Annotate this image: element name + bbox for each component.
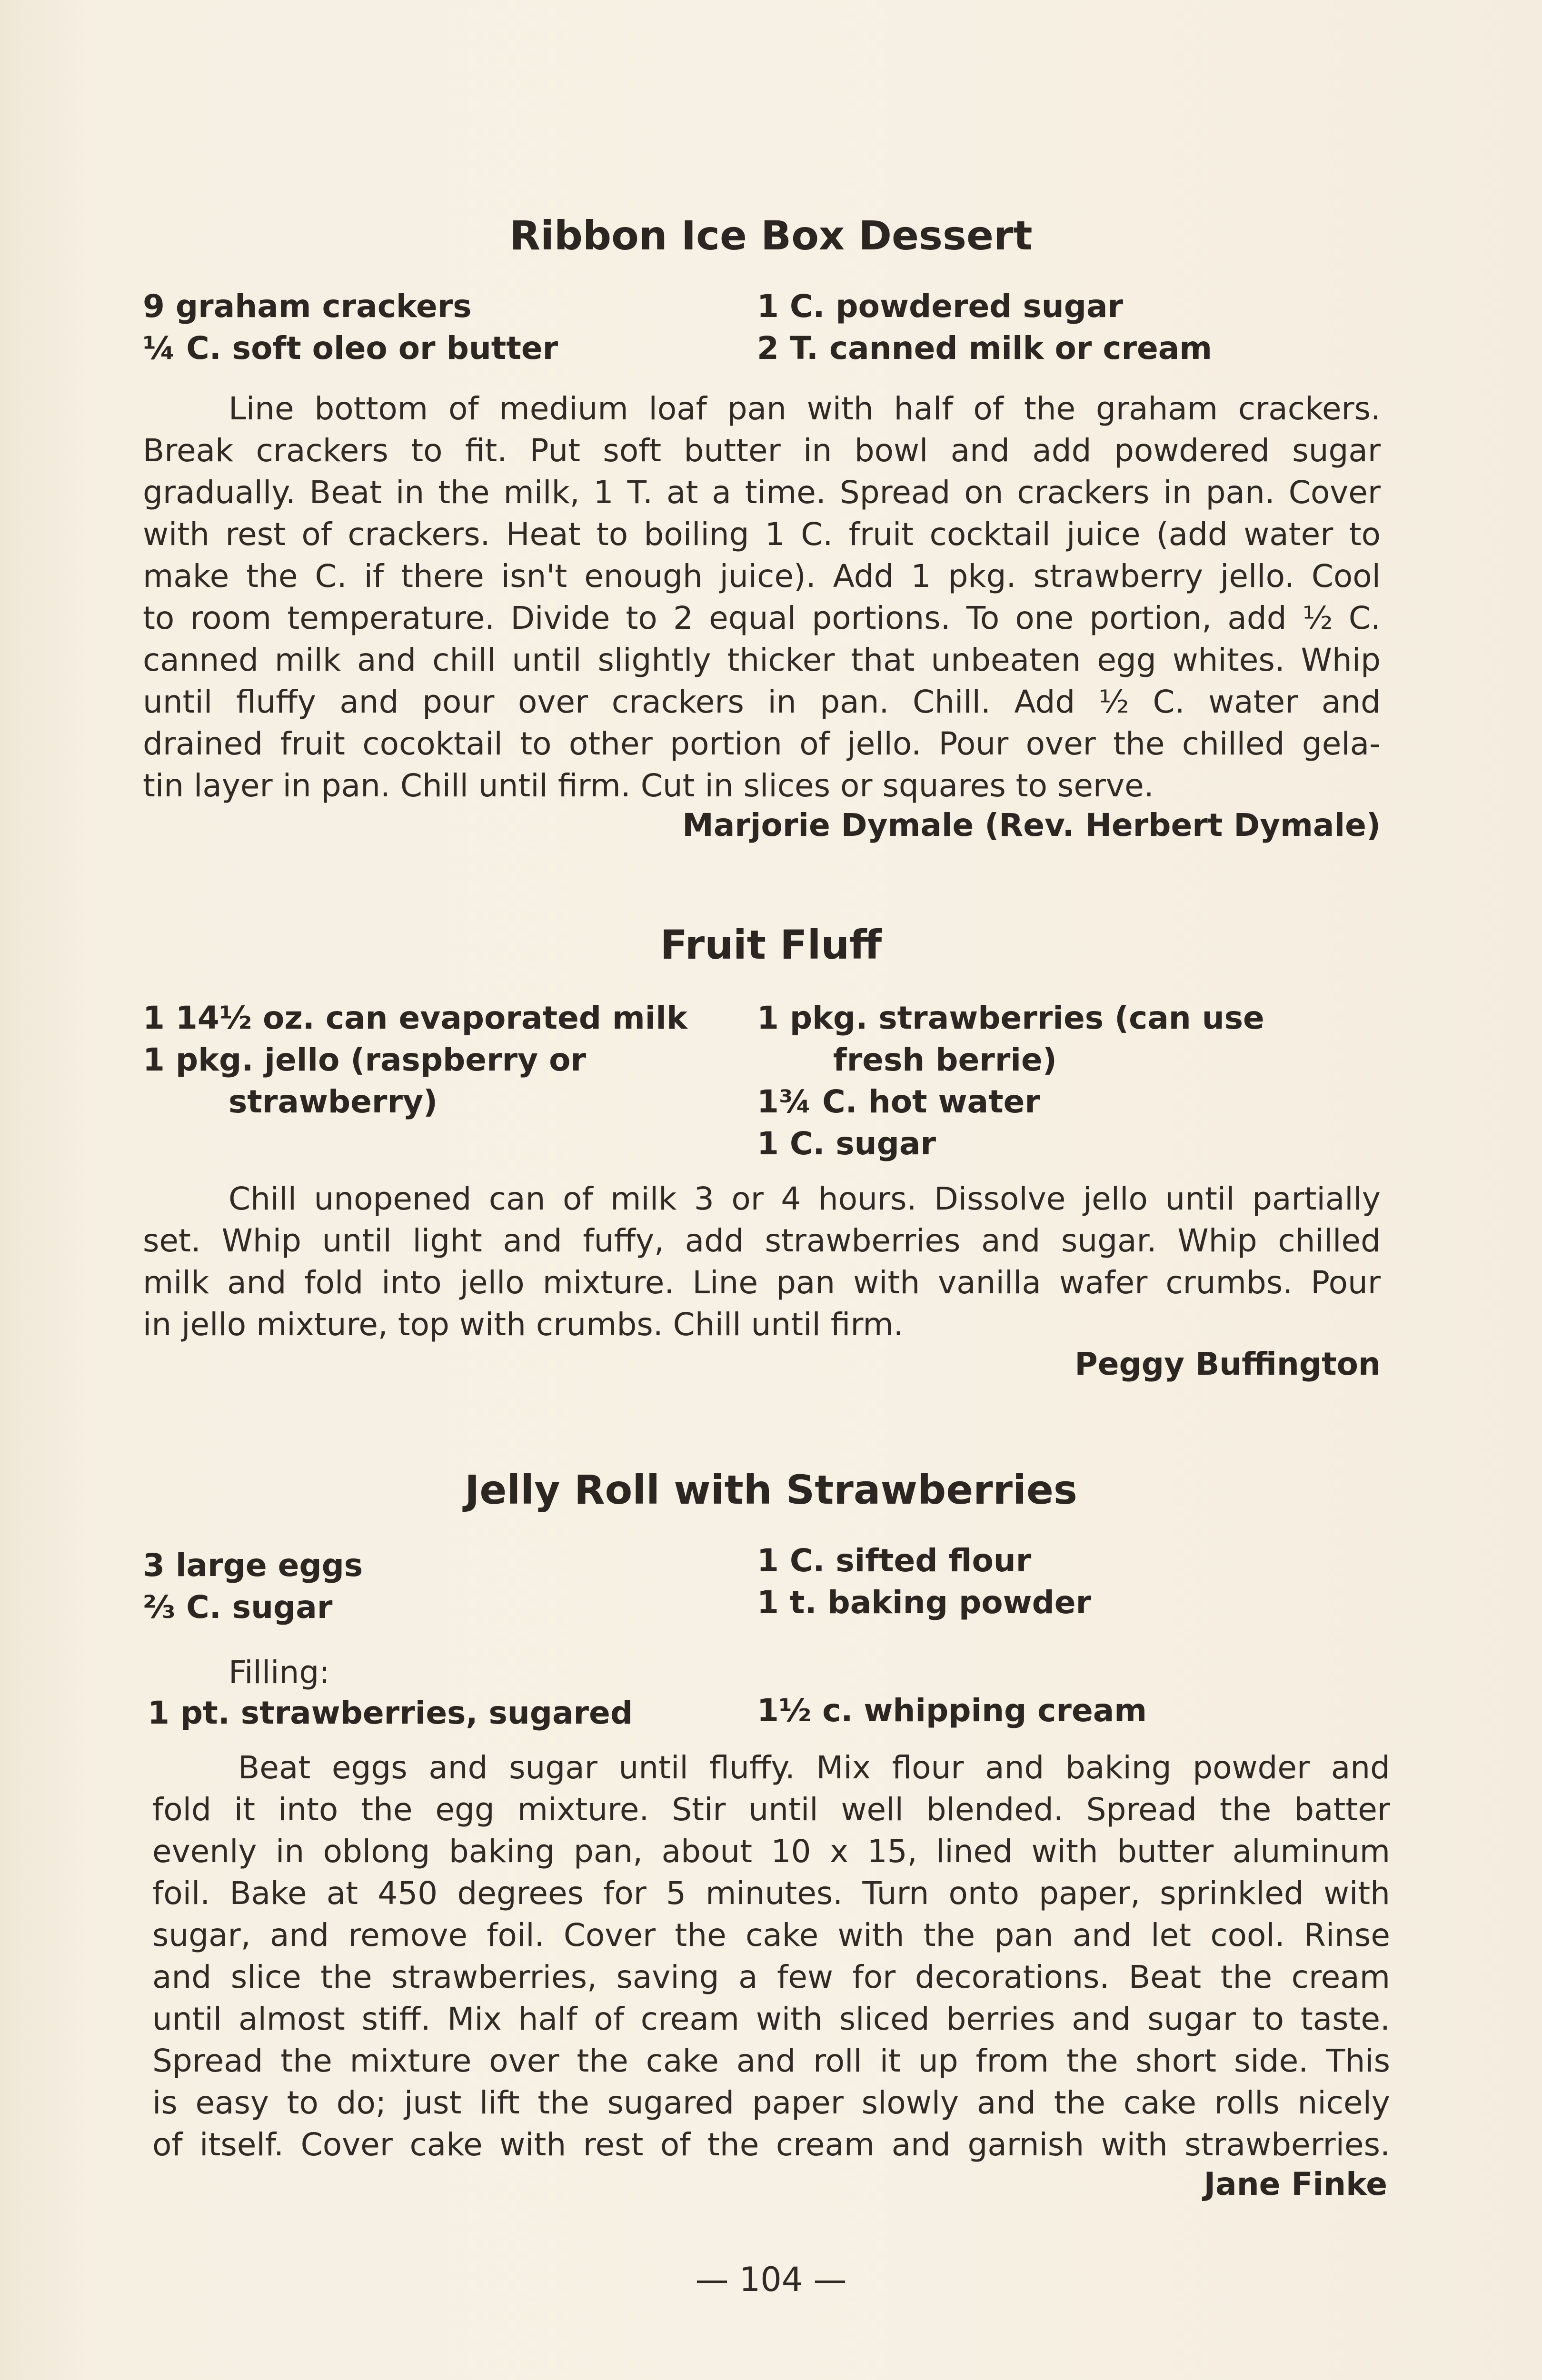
instruction-line: sugar, and remove foil. Cover the cake with the pan and let cool. Rinse bbox=[152, 1917, 1390, 1954]
ingredient: 1 t. baking powder bbox=[757, 1584, 1092, 1621]
instruction-line: in jello mixture, top with crumbs. Chill until firm. bbox=[143, 1306, 904, 1343]
ingredient: 2 T. canned milk or cream bbox=[757, 330, 1213, 367]
instruction-line: gradually. Beat in the milk, 1 T. at a time. Spread on crackers in pan. Cover bbox=[143, 474, 1381, 511]
instruction-line: of itself. Cover cake with rest of the cream and garnish with strawberries. bbox=[152, 2126, 1390, 2163]
filling-label: Filling: bbox=[229, 1654, 330, 1691]
ingredient: 1 pkg. strawberries (can use bbox=[757, 1000, 1264, 1036]
ingredient: 3 large eggs bbox=[143, 1547, 363, 1584]
instruction-line: until fluffy and pour over crackers in pan. Chill. Add ½ C. water and bbox=[143, 684, 1381, 720]
ingredient: ¼ C. soft oleo or butter bbox=[143, 330, 558, 367]
ingredient: 9 graham crackers bbox=[143, 288, 472, 325]
instruction-line: to room temperature. Divide to 2 equal portions. To one portion, add ½ C. bbox=[143, 600, 1381, 636]
instruction-line: with rest of crackers. Heat to boiling 1 C. fruit cocktail juice (add water to bbox=[143, 516, 1381, 553]
page-number: — 104 — bbox=[695, 2260, 847, 2299]
instruction-line: tin layer in pan. Chill until firm. Cut in slices or squares to serve. bbox=[143, 767, 1154, 804]
instruction-line: Beat eggs and sugar until fluffy. Mix flour and baking powder and bbox=[238, 1749, 1390, 1786]
ingredient: 1 14½ oz. can evaporated milk bbox=[143, 1000, 687, 1036]
ingredient: 1 pt. strawberries, sugared bbox=[148, 1695, 633, 1731]
recipe-title-jelly-roll: Jelly Roll with Strawberries bbox=[465, 1467, 1077, 1513]
ingredient: fresh berrie) bbox=[833, 1041, 1057, 1078]
recipe-author: Marjorie Dymale (Rev. Herbert Dymale) bbox=[682, 807, 1381, 843]
ingredient: 1 C. powdered sugar bbox=[757, 288, 1124, 325]
instruction-line: canned milk and chill until slightly thicker that unbeaten egg whites. Whip bbox=[143, 642, 1381, 678]
instruction-line: foil. Bake at 450 degrees for 5 minutes. Turn onto paper, sprinkled with bbox=[152, 1875, 1390, 1912]
ingredient: ⅔ C. sugar bbox=[143, 1589, 333, 1626]
recipe-title-fruit-fluff: Fruit Fluff bbox=[660, 922, 882, 968]
instruction-line: Spread the mixture over the cake and roll it up from the short side. This bbox=[152, 2043, 1390, 2079]
instruction-line: drained fruit cocoktail to other portion of jello. Pour over the chilled gela- bbox=[143, 725, 1381, 762]
instruction-line: Line bottom of medium loaf pan with half of the graham crackers. bbox=[229, 390, 1381, 427]
recipe-title-ribbon-ice-box-dessert: Ribbon Ice Box Dessert bbox=[509, 212, 1033, 259]
ingredient: strawberry) bbox=[229, 1083, 438, 1120]
instruction-line: set. Whip until light and fuffy, add strawberries and sugar. Whip chilled bbox=[143, 1222, 1381, 1259]
instruction-line: milk and fold into jello mixture. Line pan with vanilla wafer crumbs. Pour bbox=[143, 1264, 1381, 1301]
instruction-line: Break crackers to fit. Put soft butter in bowl and add powdered sugar bbox=[143, 432, 1381, 469]
instruction-line: until almost stiff. Mix half of cream with sliced berries and sugar to taste. bbox=[152, 2001, 1390, 2037]
ingredient: 1 C. sifted flour bbox=[757, 1542, 1032, 1579]
instruction-line: is easy to do; just lift the sugared paper slowly and the cake rolls nicely bbox=[152, 2084, 1390, 2121]
ingredient: 1 C. sugar bbox=[757, 1125, 936, 1162]
ingredient: 1 pkg. jello (raspberry or bbox=[143, 1041, 587, 1078]
instruction-line: and slice the strawberries, saving a few for decorations. Beat the cream bbox=[152, 1959, 1390, 1995]
recipe-author: Jane Finke bbox=[1204, 2166, 1387, 2202]
instruction-line: evenly in oblong baking pan, about 10 x 15, lined with butter aluminum bbox=[152, 1833, 1390, 1870]
recipe-author: Peggy Buffington bbox=[1074, 1346, 1381, 1382]
ingredient: 1¾ C. hot water bbox=[757, 1083, 1040, 1120]
ingredient: 1½ c. whipping cream bbox=[757, 1692, 1147, 1729]
instruction-line: make the C. if there isn't enough juice). Add 1 pkg. strawberry jello. Cool bbox=[143, 558, 1381, 595]
instruction-line: Chill unopened can of milk 3 or 4 hours. Dissolve jello until partially bbox=[229, 1180, 1381, 1217]
instruction-line: fold it into the egg mixture. Stir until well blended. Spread the batter bbox=[152, 1791, 1390, 1828]
